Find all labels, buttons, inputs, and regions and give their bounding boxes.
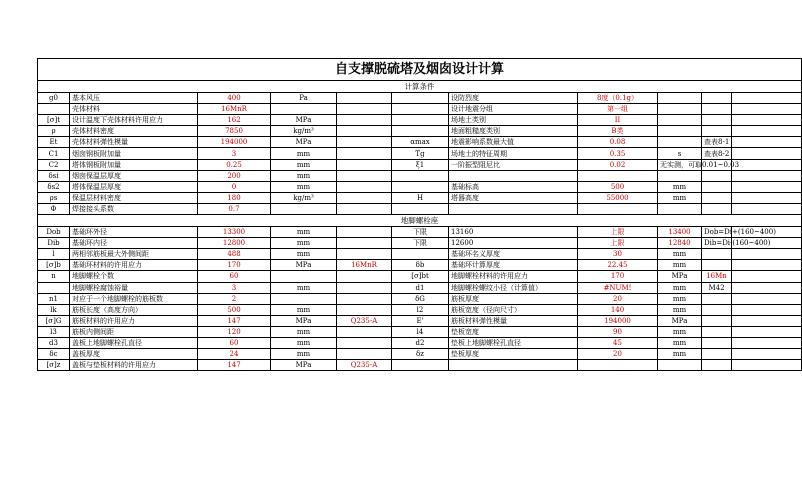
anchor-row: [38, 271, 802, 282]
calc-cell: 500: [578, 181, 658, 192]
calc-row: [38, 115, 802, 126]
anchor-cell: 上限: [578, 227, 658, 238]
calc-cell: 保温层材料密度: [70, 192, 198, 203]
anchor-cell: MPa: [271, 260, 337, 271]
anchor-cell: l: [38, 249, 70, 260]
anchor-cell: 20: [578, 349, 658, 360]
anchor-cell: 下限: [392, 227, 449, 238]
calc-cell: [337, 93, 392, 104]
anchor-row: [38, 349, 802, 360]
calc-cell: [702, 170, 732, 181]
calc-cell: Pa: [271, 93, 337, 104]
calc-cell: 壳体材料弹性模量: [70, 137, 198, 148]
anchor-cell: [702, 315, 732, 326]
anchor-cell: [337, 326, 392, 337]
calc-cell: [732, 159, 802, 170]
anchor-cell: 基础环名义厚度: [449, 249, 578, 260]
calc-cell: [702, 126, 732, 137]
calc-cell: [578, 170, 658, 181]
calc-cell: H: [392, 192, 449, 203]
calc-cell: [732, 115, 802, 126]
calc-cell: ξ1: [392, 159, 449, 170]
anchor-cell: 上限: [578, 238, 658, 249]
anchor-cell: 两相邻筋板最大外侧间距: [70, 249, 198, 260]
anchor-row: [38, 238, 802, 249]
anchor-cell: l4: [392, 326, 449, 337]
anchor-cell: [337, 238, 392, 249]
calc-cell: [337, 137, 392, 148]
calc-cell: 194000: [198, 137, 271, 148]
anchor-cell: 基础环计算厚度: [449, 260, 578, 271]
anchor-cell: d2: [392, 337, 449, 348]
anchor-cell: mm: [658, 326, 702, 337]
calc-cell: [658, 126, 702, 137]
calc-cell: kg/m³: [271, 192, 337, 203]
anchor-cell: n: [38, 271, 70, 282]
anchor-cell: 20: [578, 293, 658, 304]
anchor-cell: 地脚螺栓材料的许用应力: [449, 271, 578, 282]
calc-cell: 场地土的特征周期: [449, 148, 578, 159]
calc-cell: [658, 115, 702, 126]
anchor-cell: δc: [38, 349, 70, 360]
anchor-cell: [732, 260, 802, 271]
anchor-cell: 500: [198, 304, 271, 315]
anchor-cell: 基础环内径: [70, 238, 198, 249]
calc-cell: [658, 93, 702, 104]
calc-cell: B类: [578, 126, 658, 137]
anchor-cell: MPa: [658, 271, 702, 282]
anchor-cell: 筋板内侧间距: [70, 326, 198, 337]
calc-cell: [702, 93, 732, 104]
calc-cell: s: [658, 148, 702, 159]
calc-cell: 地面粗糙度类别: [449, 126, 578, 137]
anchor-row: [38, 282, 802, 293]
anchor-cell: 24: [198, 349, 271, 360]
anchor-cell: [337, 271, 392, 282]
calc-cell: δsi: [38, 170, 70, 181]
anchor-cell: [732, 360, 802, 371]
anchor-cell: M42: [702, 282, 732, 293]
anchor-cell: n1: [38, 293, 70, 304]
calc-row: [38, 192, 802, 203]
anchor-row: [38, 315, 802, 326]
anchor-cell: 194000: [578, 315, 658, 326]
anchor-cell: 筋板材料的许用应力: [70, 315, 198, 326]
anchor-cell: 170: [198, 260, 271, 271]
calc-cell: 场地土类别: [449, 115, 578, 126]
anchor-cell: MPa: [271, 315, 337, 326]
anchor-cell: 30: [578, 249, 658, 260]
anchor-cell: 13160: [449, 227, 578, 238]
anchor-cell: [337, 349, 392, 360]
anchor-cell: [337, 304, 392, 315]
anchor-cell: mm: [658, 260, 702, 271]
calc-cell: [271, 104, 337, 115]
calc-cell: 查表8-2: [702, 148, 732, 159]
calc-row: [38, 203, 802, 214]
anchor-cell: δz: [392, 349, 449, 360]
anchor-cell: [337, 249, 392, 260]
anchor-cell: [702, 326, 732, 337]
anchor-cell: Dib=Di-(160~400): [702, 238, 732, 249]
anchor-cell: mm: [658, 282, 702, 293]
calc-cell: 0.7: [198, 203, 271, 214]
anchor-cell: 147: [198, 360, 271, 371]
anchor-cell: Dib: [38, 238, 70, 249]
anchor-cell: [σ]b: [38, 260, 70, 271]
calc-cell: 200: [198, 170, 271, 181]
anchor-cell: [732, 293, 802, 304]
calc-cell: [702, 192, 732, 203]
calc-cell: 0.02: [578, 159, 658, 170]
calc-cell: [38, 104, 70, 115]
calc-cell: mm: [271, 148, 337, 159]
calc-row: [38, 126, 802, 137]
calc-cell: 塔体钢板附加量: [70, 159, 198, 170]
anchor-row: [38, 360, 802, 371]
calc-cell: mm: [271, 170, 337, 181]
anchor-cell: [732, 349, 802, 360]
calc-cell: [337, 115, 392, 126]
anchor-cell: mm: [658, 349, 702, 360]
calc-cell: [578, 203, 658, 214]
calc-cell: [732, 148, 802, 159]
anchor-cell: [392, 360, 449, 371]
calc-cell: [732, 192, 802, 203]
calc-row: [38, 93, 802, 104]
anchor-cell: 垫板上地脚螺栓孔直径: [449, 337, 578, 348]
anchor-cell: 地脚螺栓螺纹小径（计算值）: [449, 282, 578, 293]
anchor-cell: lk: [38, 304, 70, 315]
anchor-cell: [702, 349, 732, 360]
anchor-cell: 筋板长度（高度方向）: [70, 304, 198, 315]
anchor-cell: 垫板厚度: [449, 349, 578, 360]
anchor-cell: 盖板厚度: [70, 349, 198, 360]
anchor-cell: [σ]z: [38, 360, 70, 371]
anchor-row: [38, 249, 802, 260]
calc-cell: 设防烈度: [449, 93, 578, 104]
calc-cell: [337, 192, 392, 203]
calc-cell: [732, 203, 802, 214]
calc-cell: [337, 170, 392, 181]
anchor-cell: 筋板材料弹性模量: [449, 315, 578, 326]
anchor-cell: mm: [271, 326, 337, 337]
anchor-cell: [337, 337, 392, 348]
calc-cell: 地震影响系数最大值: [449, 137, 578, 148]
calc-cell: [337, 181, 392, 192]
anchor-cell: 盖板上地脚螺栓孔直径: [70, 337, 198, 348]
anchor-cell: mm: [271, 282, 337, 293]
anchor-cell: mm: [271, 227, 337, 238]
calc-cell: 55000: [578, 192, 658, 203]
calc-cell: [271, 203, 337, 214]
anchor-row: [38, 260, 802, 271]
anchor-cell: [271, 293, 337, 304]
calc-cell: [392, 126, 449, 137]
anchor-cell: mm: [271, 249, 337, 260]
calc-cell: 基本风压: [70, 93, 198, 104]
calc-cell: [658, 203, 702, 214]
calc-cell: g0: [38, 93, 70, 104]
anchor-cell: [271, 271, 337, 282]
anchor-cell: 对应于一个地脚螺栓的筋板数: [70, 293, 198, 304]
calc-cell: 第一组: [578, 104, 658, 115]
anchor-cell: 下限: [392, 238, 449, 249]
anchor-row: [38, 293, 802, 304]
calc-cell: Tg: [392, 148, 449, 159]
calc-cell: mm: [658, 192, 702, 203]
anchor-cell: 12800: [198, 238, 271, 249]
anchor-cell: 地脚螺栓个数: [70, 271, 198, 282]
anchor-cell: mm: [658, 304, 702, 315]
anchor-row: [38, 227, 802, 238]
anchor-cell: [392, 249, 449, 260]
calc-cell: 烟囱保温层厚度: [70, 170, 198, 181]
anchor-cell: 13300: [198, 227, 271, 238]
calc-cell: II: [578, 115, 658, 126]
anchor-cell: mm: [658, 337, 702, 348]
calc-cell: [337, 126, 392, 137]
calc-cell: ρs: [38, 192, 70, 203]
anchor-cell: [702, 304, 732, 315]
calc-cell: mm: [658, 181, 702, 192]
anchor-cell: d3: [38, 337, 70, 348]
anchor-cell: 60: [198, 337, 271, 348]
calc-cell: [449, 170, 578, 181]
anchor-cell: [732, 304, 802, 315]
calc-row: [38, 104, 802, 115]
calc-cell: [732, 93, 802, 104]
calc-cell: δs2: [38, 181, 70, 192]
calc-cell: [702, 181, 732, 192]
anchor-cell: [337, 293, 392, 304]
calc-cell: 设计温度下壳体材料许用应力: [70, 115, 198, 126]
calc-cell: Φ: [38, 203, 70, 214]
calc-cell: [658, 170, 702, 181]
calc-cell: [337, 203, 392, 214]
anchor-cell: d1: [392, 282, 449, 293]
anchor-cell: 120: [198, 326, 271, 337]
anchor-cell: 488: [198, 249, 271, 260]
calc-cell: [392, 181, 449, 192]
anchor-cell: [732, 337, 802, 348]
anchor-cell: [732, 249, 802, 260]
calc-cell: MPa: [271, 137, 337, 148]
sheet-title: 自支撑脱硫塔及烟囱设计计算: [38, 59, 802, 81]
calc-cell: [392, 203, 449, 214]
calc-cell: 一阶振型阻尼比: [449, 159, 578, 170]
anchor-cell: mm: [271, 337, 337, 348]
calc-cell: 查表8-1: [702, 137, 732, 148]
anchor-cell: 16MnR: [337, 260, 392, 271]
anchor-cell: 筋板厚度: [449, 293, 578, 304]
anchor-cell: δb: [392, 260, 449, 271]
calc-cell: [702, 115, 732, 126]
anchor-cell: [702, 360, 732, 371]
anchor-cell: 3: [198, 282, 271, 293]
calc-cell: [732, 126, 802, 137]
anchor-cell: [578, 360, 658, 371]
anchor-cell: l3: [38, 326, 70, 337]
calc-cell: mm: [271, 181, 337, 192]
anchor-cell: [702, 249, 732, 260]
anchor-cell: Dob: [38, 227, 70, 238]
calc-cell: [732, 137, 802, 148]
calc-cell: [732, 104, 802, 115]
anchor-cell: Dob=Di+(160~400): [702, 227, 732, 238]
calc-cell: 烟囱钢板附加量: [70, 148, 198, 159]
calc-cell: [732, 181, 802, 192]
anchor-cell: 45: [578, 337, 658, 348]
calc-cell: Et: [38, 137, 70, 148]
anchor-cell: MPa: [658, 315, 702, 326]
calc-row: [38, 181, 802, 192]
calc-cell: ρ: [38, 126, 70, 137]
calc-cell: 0: [198, 181, 271, 192]
anchor-cell: E': [392, 315, 449, 326]
calc-cell: [732, 170, 802, 181]
calc-cell: [σ]t: [38, 115, 70, 126]
anchor-cell: 12600: [449, 238, 578, 249]
anchor-cell: [702, 337, 732, 348]
calc-cell: C1: [38, 148, 70, 159]
anchor-cell: 垫板宽度: [449, 326, 578, 337]
anchor-cell: [337, 227, 392, 238]
calc-cell: [337, 148, 392, 159]
calc-cell: 壳体材料: [70, 104, 198, 115]
calc-row: [38, 148, 802, 159]
anchor-cell: 147: [198, 315, 271, 326]
anchor-cell: [702, 293, 732, 304]
anchor-cell: [σ]bt: [392, 271, 449, 282]
anchor-cell: 2: [198, 293, 271, 304]
calc-cell: 162: [198, 115, 271, 126]
anchor-cell: Q235-A: [337, 315, 392, 326]
anchor-cell: mm: [658, 293, 702, 304]
anchor-row: [38, 326, 802, 337]
calc-cell: C2: [38, 159, 70, 170]
calculation-sheet: [37, 58, 802, 371]
anchor-cell: 170: [578, 271, 658, 282]
calc-cell: αmax: [392, 137, 449, 148]
calc-cell: MPa: [271, 115, 337, 126]
anchor-cell: [337, 282, 392, 293]
anchor-cell: [σ]G: [38, 315, 70, 326]
anchor-cell: 12840: [658, 238, 702, 249]
anchor-cell: δG: [392, 293, 449, 304]
anchor-cell: 140: [578, 304, 658, 315]
anchor-row: [38, 304, 802, 315]
calc-cell: 400: [198, 93, 271, 104]
calc-cell: 设计地震分组: [449, 104, 578, 115]
calc-cell: [392, 93, 449, 104]
anchor-cell: MPa: [271, 360, 337, 371]
calc-cell: 壳体材料密度: [70, 126, 198, 137]
calc-cell: 0.25: [198, 159, 271, 170]
anchor-cell: mm: [271, 349, 337, 360]
anchor-cell: 基础环外径: [70, 227, 198, 238]
calc-cell: [392, 115, 449, 126]
calc-cell: 7850: [198, 126, 271, 137]
calc-cell: 8度（0.1g）: [578, 93, 658, 104]
calc-row: [38, 159, 802, 170]
calc-cell: [337, 159, 392, 170]
anchor-cell: 地脚螺栓腐蚀裕量: [70, 282, 198, 293]
anchor-cell: 13400: [658, 227, 702, 238]
anchor-cell: [732, 282, 802, 293]
calc-cell: [392, 170, 449, 181]
anchor-cell: 22.45: [578, 260, 658, 271]
anchor-cell: [449, 360, 578, 371]
calc-cell: [658, 104, 702, 115]
calc-cell: 0.35: [578, 148, 658, 159]
calc-cell: 180: [198, 192, 271, 203]
anchor-cell: mm: [271, 238, 337, 249]
anchor-cell: #NUM!: [578, 282, 658, 293]
anchor-cell: [732, 315, 802, 326]
anchor-header: 地脚螺栓座: [38, 215, 802, 227]
anchor-cell: [38, 282, 70, 293]
calc-cell: [449, 203, 578, 214]
calc-cell: [702, 203, 732, 214]
anchor-cell: 60: [198, 271, 271, 282]
anchor-row: [38, 337, 802, 348]
calc-cell: [337, 104, 392, 115]
anchor-cell: l2: [392, 304, 449, 315]
calc-row: [38, 137, 802, 148]
anchor-cell: 盖板与垫板材料的许用应力: [70, 360, 198, 371]
anchor-cell: 基础环材料的许用应力: [70, 260, 198, 271]
calc-cell: 无实测，可取0.01~0.03: [658, 159, 702, 170]
calc-header: 计算条件: [38, 81, 802, 93]
calc-cell: 16MnR: [198, 104, 271, 115]
anchor-cell: 16Mn: [702, 271, 732, 282]
calc-cell: 3: [198, 148, 271, 159]
anchor-cell: 筋板宽度（径向尺寸）: [449, 304, 578, 315]
calc-cell: 0.08: [578, 137, 658, 148]
calc-cell: mm: [271, 159, 337, 170]
calc-cell: [702, 104, 732, 115]
calc-cell: 塔体保温层厚度: [70, 181, 198, 192]
anchor-cell: [658, 360, 702, 371]
anchor-cell: mm: [271, 304, 337, 315]
calc-cell: 基础标高: [449, 181, 578, 192]
anchor-cell: [702, 260, 732, 271]
anchor-cell: Q235-A: [337, 360, 392, 371]
calc-cell: [392, 104, 449, 115]
anchor-cell: [732, 271, 802, 282]
anchor-cell: 90: [578, 326, 658, 337]
calc-cell: 焊接接头系数: [70, 203, 198, 214]
calc-cell: 塔器高度: [449, 192, 578, 203]
anchor-cell: [732, 326, 802, 337]
calc-row: [38, 170, 802, 181]
calc-cell: [658, 137, 702, 148]
calc-cell: kg/m³: [271, 126, 337, 137]
anchor-cell: mm: [658, 249, 702, 260]
